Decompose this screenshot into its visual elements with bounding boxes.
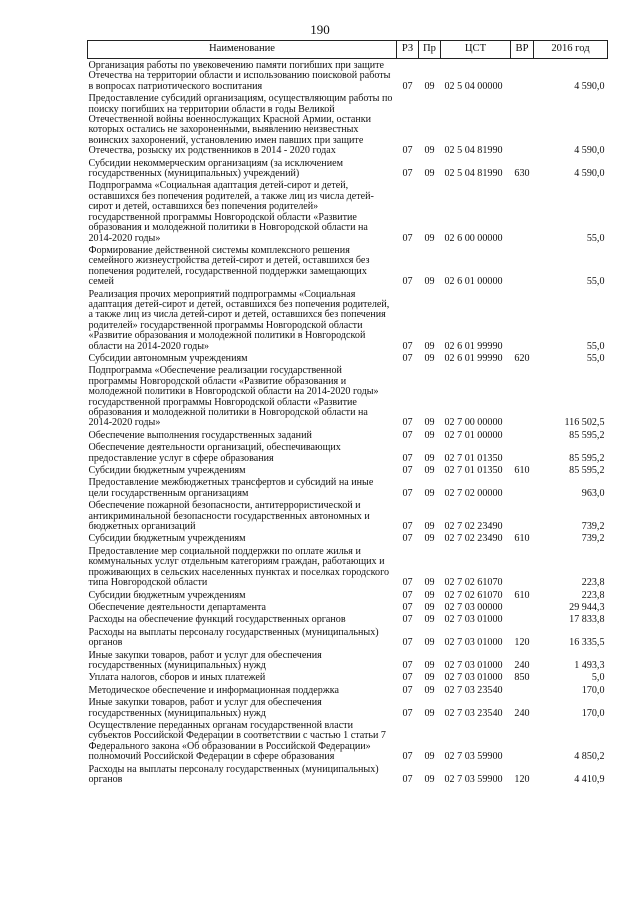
cell-cst: 02 7 01 00000	[444, 429, 503, 441]
cell-rz: 07	[402, 637, 413, 649]
cell-pr: 09	[424, 80, 435, 92]
cell-pr: 09	[424, 521, 435, 533]
table-row	[88, 499, 608, 532]
cell-pr: 09	[424, 487, 435, 499]
cell-cst: 02 7 03 23540	[444, 707, 503, 719]
cell-cst: 02 6 01 99990	[444, 340, 503, 352]
table-row	[88, 59, 608, 93]
cell-rz: 07	[402, 352, 413, 364]
cell-rz: 07	[402, 168, 413, 180]
cell-rz: 07	[402, 429, 413, 441]
header-rz: РЗ	[397, 41, 419, 59]
cell-pr: 09	[424, 751, 435, 763]
cell-name: Субсидии бюджетным учреждениям	[88, 533, 246, 545]
table-row	[88, 626, 608, 649]
cell-amount: 85 595,2	[569, 465, 605, 477]
cell-name: Обеспечение деятельности организаций, обеспечивающих предоставление услуг в сфере образования	[88, 442, 341, 464]
cell-amount: 55,0	[586, 340, 605, 352]
cell-cst: 02 7 03 23540	[444, 684, 503, 696]
cell-pr: 09	[424, 684, 435, 696]
cell-rz: 07	[402, 589, 413, 601]
cell-cst: 02 7 03 01000	[444, 614, 503, 626]
cell-vr	[511, 719, 534, 763]
cell-vr	[511, 429, 534, 441]
cell-rz: 07	[402, 659, 413, 671]
cell-name: Уплата налогов, сборов и иных платежей	[88, 672, 266, 684]
header-pr: Пр	[419, 41, 441, 59]
cell-name: Иные закупки товаров, работ и услуг для обеспечения государственных (муниципальных) нужд	[88, 649, 322, 671]
cell-rz: 07	[402, 684, 413, 696]
cell-pr: 09	[424, 774, 435, 785]
cell-amount: 55,0	[586, 276, 605, 288]
cell-amount: 170,0	[581, 707, 605, 719]
cell-rz: 07	[402, 672, 413, 684]
cell-pr: 09	[424, 577, 435, 589]
cell-pr: 09	[424, 429, 435, 441]
cell-amount: 55,0	[586, 352, 605, 364]
cell-amount: 5,0	[591, 672, 605, 684]
cell-amount: 963,0	[581, 487, 605, 499]
cell-pr: 09	[424, 637, 435, 649]
cell-pr: 09	[424, 276, 435, 288]
cell-amount: 1 493,3	[574, 659, 605, 671]
cell-rz: 07	[402, 577, 413, 589]
table-row	[88, 157, 608, 180]
cell-name: Обеспечение деятельности департамента	[88, 601, 267, 613]
cell-rz: 07	[402, 276, 413, 288]
cell-pr: 09	[424, 145, 435, 157]
cell-cst: 02 7 02 23490	[444, 521, 503, 533]
table-row	[88, 763, 608, 786]
table-row	[88, 719, 608, 763]
cell-rz: 07	[402, 487, 413, 499]
cell-amount: 739,2	[581, 521, 605, 533]
cell-name: Обеспечение пожарной безопасности, антитеррористической и антикриминальной безопасности государственных автономных и бюджетных организаций	[88, 500, 370, 533]
table-row	[88, 244, 608, 288]
cell-cst: 02 7 03 59900	[444, 774, 503, 785]
cell-cst: 02 7 03 01000	[444, 659, 503, 671]
cell-pr: 09	[424, 168, 435, 180]
table-row	[88, 545, 608, 589]
table-row	[88, 92, 608, 156]
cell-pr: 09	[424, 707, 435, 719]
cell-rz: 07	[402, 465, 413, 477]
cell-vr	[511, 601, 534, 613]
cell-pr: 09	[424, 340, 435, 352]
table-row	[88, 179, 608, 243]
cell-pr: 09	[424, 417, 435, 429]
cell-rz: 07	[402, 707, 413, 719]
cell-cst: 02 7 00 00000	[444, 417, 503, 429]
header-name: Наименование	[88, 41, 397, 59]
cell-vr: 610	[514, 465, 530, 477]
cell-rz: 07	[402, 145, 413, 157]
cell-vr: 850	[514, 672, 530, 684]
cell-cst: 02 7 03 59900	[444, 751, 503, 763]
cell-amount: 4 590,0	[574, 168, 605, 180]
cell-vr: 120	[514, 637, 530, 649]
cell-pr: 09	[424, 601, 435, 613]
header-vr: ВР	[511, 41, 534, 59]
cell-amount: 116 502,5	[564, 417, 605, 429]
cell-rz: 07	[402, 80, 413, 92]
cell-name: Субсидии автономным учреждениям	[88, 352, 248, 364]
table-row	[88, 476, 608, 499]
table-row	[88, 429, 608, 441]
cell-vr	[511, 59, 534, 93]
cell-rz: 07	[402, 614, 413, 626]
cell-name: Предоставление мер социальной поддержки по оплате жилья и коммунальных услуг отдельным категориям граждан, работающих и проживающих в сельских населенных пунктах и поселках городского типа Новгородской области	[88, 545, 390, 589]
cell-rz: 07	[402, 601, 413, 613]
cell-vr	[511, 244, 534, 288]
cell-rz: 07	[402, 774, 413, 785]
cell-name: Формирование действенной системы комплексного решения семейного жизнеустройства детей-сирот и детей, оставшихся без попечения родителей, государственной поддержки замещающих семей	[88, 244, 370, 288]
cell-vr: 620	[514, 352, 530, 364]
table-body	[88, 59, 608, 786]
cell-cst: 02 7 02 23490	[444, 533, 503, 545]
table-row	[88, 696, 608, 719]
cell-name: Подпрограмма «Социальная адаптация детей-сирот и детей, оставшихся без попечения родителей, а также лиц из числа детей-сирот и детей, оставшихся без попечения родителей» государственной программы Новгородской области «Развитие образования и молодежной политики в Новгородской области на 2014-2020 годы»	[88, 180, 374, 244]
cell-amount: 4 850,2	[574, 751, 605, 763]
cell-rz: 07	[402, 417, 413, 429]
cell-name: Осуществление переданных органам государственной власти субъектов Российской Федерации в соответствии с частью 1 статьи 7 Федерального закона «Об образовании в Российской Федерации» полномочий Российской Федерации в сфере образования	[88, 719, 386, 763]
cell-vr: 240	[514, 659, 530, 671]
cell-pr: 09	[424, 232, 435, 244]
cell-name: Реализация прочих мероприятий подпрограммы «Социальная адаптация детей-сирот и детей, оставшихся без попечения родителей, а также лиц из числа детей-сирот и детей, оставшихся без попечения родителей» государственной программы Новгородской области «Развитие образования и молодежной политики в Новгородской области на 2014-2020 годы»	[88, 288, 390, 352]
cell-name: Расходы на выплаты персоналу государственных (муниципальных) органов	[88, 763, 379, 785]
cell-vr	[511, 613, 534, 625]
table-row	[88, 352, 608, 364]
cell-cst: 02 7 02 61070	[444, 589, 503, 601]
cell-rz: 07	[402, 452, 413, 464]
cell-rz: 07	[402, 232, 413, 244]
cell-amount: 739,2	[581, 533, 605, 545]
cell-cst: 02 7 02 61070	[444, 577, 503, 589]
cell-pr: 09	[424, 614, 435, 626]
cell-amount: 223,8	[581, 577, 605, 589]
cell-vr: 630	[514, 168, 530, 180]
cell-cst: 02 6 00 00000	[444, 232, 503, 244]
table-row	[88, 441, 608, 464]
cell-name: Расходы на обеспечение функций государственных органов	[88, 614, 346, 626]
cell-vr	[511, 364, 534, 428]
header-cst: ЦСТ	[441, 41, 511, 59]
cell-amount: 29 944,3	[569, 601, 605, 613]
table-row	[88, 684, 608, 696]
cell-name: Предоставление межбюджетных трансфертов и субсидий на иные цели государственным организациям	[88, 477, 374, 499]
table-row	[88, 364, 608, 428]
table-row	[88, 649, 608, 672]
cell-cst: 02 5 04 81990	[444, 168, 503, 180]
cell-vr: 120	[514, 774, 530, 785]
cell-cst: 02 7 03 01000	[444, 672, 503, 684]
cell-pr: 09	[424, 452, 435, 464]
header-row	[88, 41, 608, 59]
cell-pr: 09	[424, 352, 435, 364]
cell-vr	[511, 476, 534, 499]
cell-name: Субсидии некоммерческим организациям (за исключением государственных (муниципальных) учреждений)	[88, 157, 343, 180]
cell-name: Иные закупки товаров, работ и услуг для обеспечения государственных (муниципальных) нужд	[88, 697, 322, 719]
cell-name: Подпрограмма «Обеспечение реализации государственной программы Новгородской области «Развитие образования и молодежной политики в Новгородской области на 2014-2020 годы» государственной программы Новгородской области «Развитие образования и молодежной политики в Новгородской области на 2014-2020 годы»	[88, 365, 379, 429]
cell-amount: 17 833,8	[569, 614, 605, 626]
cell-rz: 07	[402, 521, 413, 533]
budget-table	[87, 40, 608, 785]
cell-cst: 02 7 02 00000	[444, 487, 503, 499]
cell-vr	[511, 179, 534, 243]
cell-amount: 85 595,2	[569, 452, 605, 464]
cell-cst: 02 6 01 99990	[444, 352, 503, 364]
cell-name: Субсидии бюджетным учреждениям	[88, 465, 246, 477]
table-row	[88, 532, 608, 544]
table-row	[88, 288, 608, 352]
cell-pr: 09	[424, 533, 435, 545]
cell-vr	[511, 441, 534, 464]
cell-amount: 16 335,5	[569, 637, 605, 649]
cell-cst: 02 5 04 00000	[444, 80, 503, 92]
cell-amount: 4 410,9	[574, 774, 605, 785]
cell-pr: 09	[424, 589, 435, 601]
cell-vr	[511, 92, 534, 156]
cell-amount: 4 590,0	[574, 145, 605, 157]
cell-vr: 610	[514, 533, 530, 545]
cell-cst: 02 7 01 01350	[444, 465, 503, 477]
cell-cst: 02 5 04 81990	[444, 145, 503, 157]
table-row	[88, 589, 608, 601]
cell-amount: 85 595,2	[569, 429, 605, 441]
cell-cst: 02 6 01 00000	[444, 276, 503, 288]
cell-name: Расходы на выплаты персоналу государственных (муниципальных) органов	[88, 626, 379, 649]
table-header	[88, 41, 608, 59]
cell-vr	[511, 499, 534, 532]
table-row	[88, 613, 608, 625]
cell-cst: 02 7 03 01000	[444, 637, 503, 649]
table-row	[88, 671, 608, 683]
cell-name: Обеспечение выполнения государственных заданий	[88, 429, 312, 441]
cell-vr	[511, 545, 534, 589]
cell-name: Предоставление субсидий организациям, осуществляющим работы по поиску погибших на территории области в годы Великой Отечественной войны военнослужащих Красной Армии, останки которых остались не захороненными, выявлению неизвестных воинских захоронений, установлению имен павших при защите Отечества, розыску их родственников в 2014 - 2020 годах	[88, 93, 393, 157]
cell-pr: 09	[424, 465, 435, 477]
cell-rz: 07	[402, 533, 413, 545]
page-number: 190	[310, 22, 330, 37]
cell-amount: 55,0	[586, 232, 605, 244]
cell-vr	[511, 288, 534, 352]
cell-cst: 02 7 03 00000	[444, 601, 503, 613]
cell-cst: 02 7 01 01350	[444, 452, 503, 464]
cell-name: Субсидии бюджетным учреждениям	[88, 589, 246, 601]
cell-amount: 4 590,0	[574, 80, 605, 92]
cell-amount: 170,0	[581, 684, 605, 696]
cell-vr: 610	[514, 589, 530, 601]
table-row	[88, 464, 608, 476]
cell-name: Организация работы по увековечению памяти погибших при защите Отечества на территории области и использованию поисковой работы в вопросах патриотического воспитания	[88, 60, 391, 92]
table-row	[88, 601, 608, 613]
cell-rz: 07	[402, 751, 413, 763]
cell-name: Методическое обеспечение и информационная поддержка	[88, 684, 339, 696]
cell-pr: 09	[424, 659, 435, 671]
header-amount: 2016 год	[534, 41, 608, 59]
cell-rz: 07	[402, 340, 413, 352]
cell-amount: 223,8	[581, 589, 605, 601]
cell-vr	[511, 684, 534, 696]
cell-pr: 09	[424, 672, 435, 684]
cell-vr: 240	[514, 707, 530, 719]
